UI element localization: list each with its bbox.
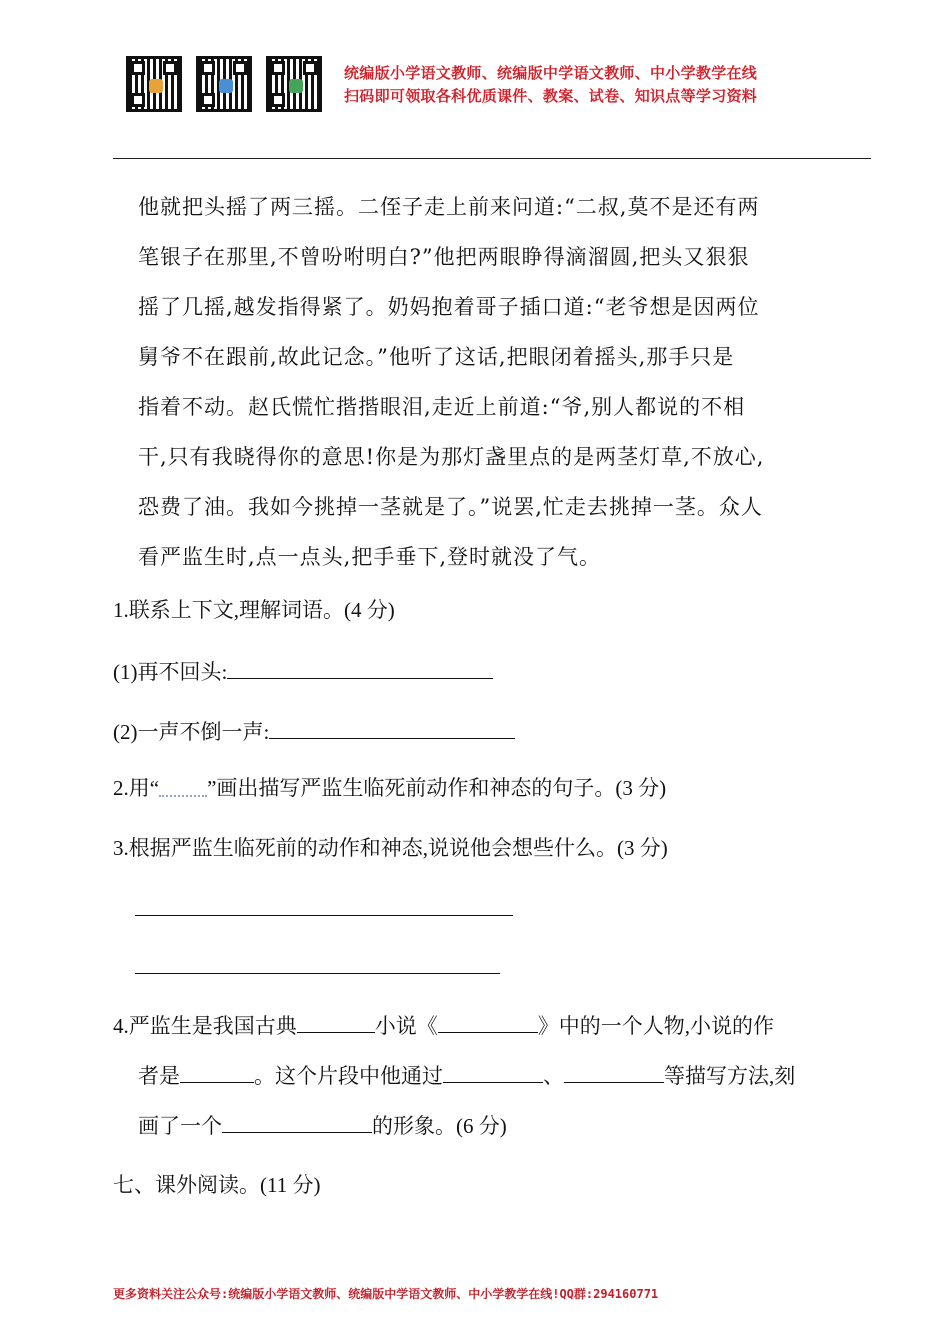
section-7-heading: 七、课外阅读。(11 分)	[113, 1173, 321, 1197]
wavy-underline-mark	[159, 781, 207, 797]
qr-code-1	[126, 56, 182, 112]
passage-line: 笔银子在那里,不曾吩咐明白?”他把两眼睁得滴溜圆,把头又狠狠	[138, 245, 750, 269]
question-1-2-label: (2)一声不倒一声:	[113, 720, 270, 744]
answer-blank[interactable]	[438, 1010, 538, 1033]
question-1: 1.联系上下文,理解词语。(4 分)	[113, 598, 395, 622]
answer-blank[interactable]	[443, 1060, 543, 1083]
header-line-2: 扫码即可领取各科优质课件、教案、试卷、知识点等学习资料	[344, 87, 758, 105]
passage-line: 恐费了油。我如今挑掉一茎就是了。”说罢,忙走去挑掉一茎。众人	[138, 495, 763, 519]
qr-code-2	[196, 56, 252, 112]
question-4-text: 、	[543, 1064, 564, 1088]
passage-line: 摇了几摇,越发指得紧了。奶妈抱着哥子插口道:“老爷想是因两位	[138, 295, 760, 319]
answer-blank[interactable]	[227, 656, 493, 679]
question-2-text-b: ”画出描写严监生临死前动作和神态的句子。(3 分)	[207, 776, 667, 800]
question-4-text: 。这个片段中他通过	[254, 1064, 443, 1088]
passage-line: 干,只有我晓得你的意思!你是为那灯盏里点的是两茎灯草,不放心,	[138, 445, 765, 469]
answer-blank[interactable]	[180, 1060, 254, 1083]
question-1-2	[113, 716, 515, 747]
question-4-text: 画了一个	[138, 1114, 222, 1138]
passage-line: 他就把头摇了两三摇。二侄子走上前来问道:“二叔,莫不是还有两	[138, 195, 760, 219]
answer-blank[interactable]	[222, 1110, 372, 1133]
question-4-text: 者是	[138, 1064, 180, 1088]
header-promo	[344, 62, 757, 108]
passage-line: 舅爷不在跟前,故此记念。”他听了这话,把眼闭着摇头,那手只是	[138, 345, 735, 369]
question-4-text: 小说《	[374, 1014, 438, 1038]
question-4-line-2	[138, 1060, 795, 1091]
question-1-1-label: (1)再不回头:	[113, 660, 228, 684]
answer-line[interactable]	[135, 973, 500, 974]
question-4-text: 》中的一个人物,小说的作	[537, 1014, 774, 1038]
answer-blank[interactable]	[269, 716, 515, 739]
qr-code-3	[266, 56, 322, 112]
passage-line: 看严监生时,点一点头,把手垂下,登时就没了气。	[138, 545, 602, 569]
question-4-text: 4.严监生是我国古典	[113, 1014, 297, 1038]
question-4-line-3	[138, 1110, 507, 1141]
question-3: 3.根据严监生临死前的动作和神态,说说他会想些什么。(3 分)	[113, 836, 668, 860]
reading-passage	[138, 182, 878, 582]
question-2	[113, 773, 666, 803]
footer-promo: 更多资料关注公众号:统编版小学语文教师、统编版中学语文教师、中小学教学在线!QQ群:294160771	[113, 1287, 659, 1301]
answer-blank[interactable]	[297, 1010, 375, 1033]
answer-line[interactable]	[135, 915, 513, 916]
header-line-1: 统编版小学语文教师、统编版中学语文教师、中小学教学在线	[344, 64, 758, 82]
question-1-1	[113, 656, 493, 687]
question-2-text-a: 2.用“	[113, 776, 160, 800]
question-4-text: 的形象。(6 分)	[372, 1114, 507, 1138]
question-4-line-1	[113, 1010, 774, 1041]
question-4-text: 等描写方法,刻	[664, 1064, 796, 1088]
passage-line: 指着不动。赵氏慌忙揩揩眼泪,走近上前道:“爷,别人都说的不相	[138, 395, 746, 419]
answer-blank[interactable]	[564, 1060, 664, 1083]
header-divider	[113, 158, 871, 159]
